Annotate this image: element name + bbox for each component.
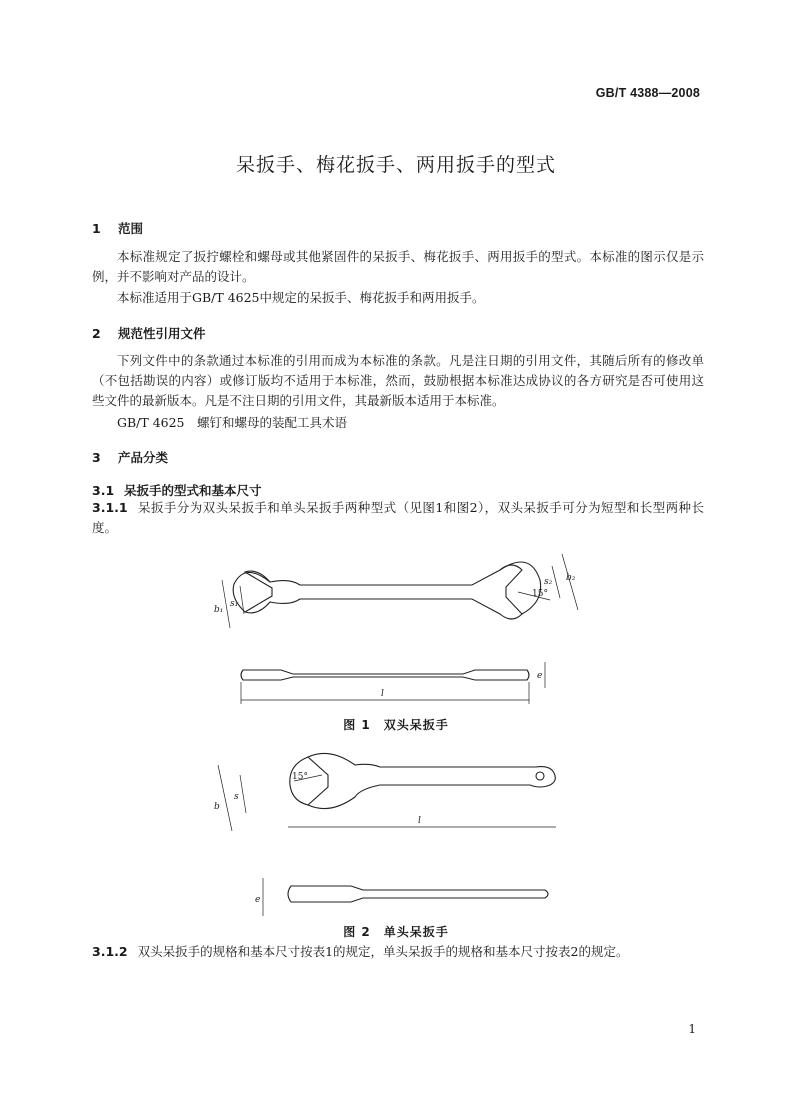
figure-1-top-view [200,540,600,640]
figure-2-top-view [210,735,570,840]
section-3-1-heading [92,481,262,499]
clause-number: 3.1.1 [92,500,128,515]
label-l: l [418,816,421,826]
hanging-hole [536,772,544,780]
section-title: 规范性引用文件 [118,326,206,341]
label-b1: b₁ [214,605,224,615]
dim-s2-line [552,566,560,598]
label-angle: 15° [292,772,308,782]
section-1-heading [92,219,143,237]
figure-2-caption: 图 2 单头呆扳手 [343,925,449,939]
section-3-heading [92,448,168,466]
document-title: 呆扳手、梅花扳手、两用扳手的型式 [235,154,556,176]
clause-text: 双头呆扳手的规格和基本尺寸按表1的规定，单头呆扳手的规格和基本尺寸按表2的规定。 [137,944,629,959]
label-s2: s₂ [544,577,553,587]
label-l: l [381,689,384,699]
section-2-heading [92,324,206,342]
label-e: e [537,671,543,681]
section-1-paragraph-2: 本标准适用于GB/T 4625中规定的呆扳手、梅花扳手和两用扳手。 [117,290,485,305]
figure-2-side-view [245,872,565,922]
section-2-paragraph-1: 下列文件中的条款通过本标准的引用而成为本标准的条款。凡是注日期的引用文件，其随后所有的修改单（不包括勘误的内容）或修订版均不适用于本标准，然而，鼓励根据本标准达成协议的各方研究是否可使用这些文件的最新版本。凡是不注日期的引用文件，其最新版本适用于本标准。 [92,353,704,408]
figure-1-caption: 图 1 双头呆扳手 [343,718,449,732]
clause-number: 3.1.2 [92,944,128,959]
section-3-1-1-paragraph [92,498,704,538]
label-b: b [214,802,220,812]
dim-s-line [240,775,246,813]
section-number: 2 [92,326,101,341]
label-s1: s₁ [230,599,239,609]
section-number: 3.1 [92,483,115,498]
page-number: 1 [688,1022,696,1036]
section-number: 1 [92,221,101,236]
label-b2: b₂ [566,573,576,583]
wrench-body-outline [245,565,522,619]
section-title: 产品分类 [118,450,169,465]
section-2-reference: GB/T 4625 螺钉和螺母的装配工具术语 [117,415,348,430]
section-1-paragraph-1: 本标准规定了扳拧螺栓和螺母或其他紧固件的呆扳手、梅花扳手、两用扳手的型式。本标准的图示仅是示例，并不影响对产品的设计。 [92,249,704,284]
dim-b-line [218,765,232,831]
side-view-outline [241,670,529,680]
label-angle: 15° [532,589,548,599]
label-s: s [234,792,239,802]
dim-b1-line [222,580,230,628]
section-3-1-2-paragraph [92,942,704,962]
single-side-outline [288,886,548,902]
section-title: 呆扳手的型式和基本尺寸 [124,483,262,498]
section-title: 范围 [118,221,144,236]
section-number: 3 [92,450,101,465]
label-e: e [255,895,261,905]
figure-1-side-view [235,660,565,715]
single-wrench-outline [308,753,555,808]
left-jaw-outline [233,572,270,612]
standard-code: GB/T 4388—2008 [595,86,700,100]
clause-text: 呆扳手分为双头呆扳手和单头呆扳手两种型式（见图1和图2），双头呆扳手可分为短型和长型两种长度。 [92,500,704,535]
